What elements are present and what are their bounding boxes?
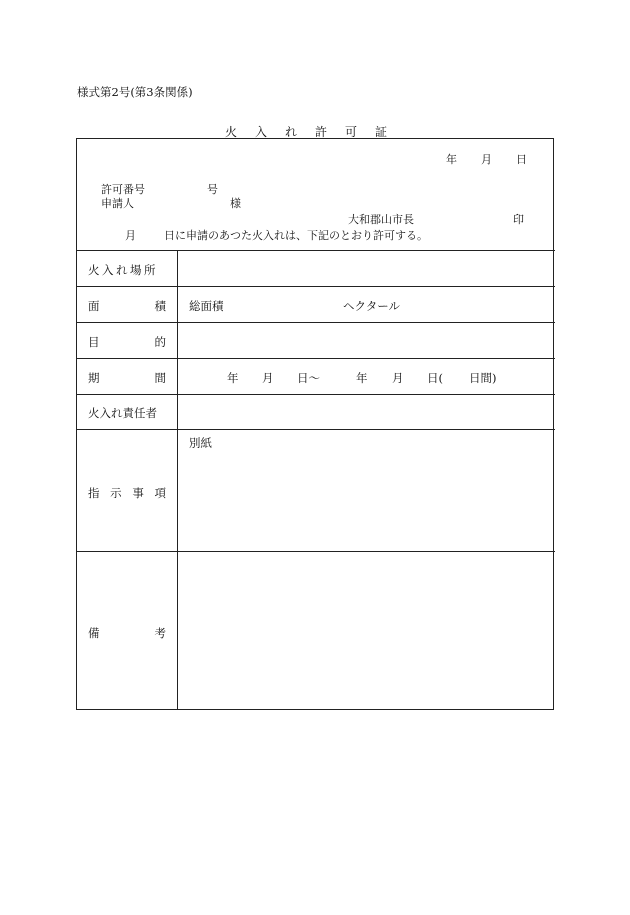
remarks-label-1: 備: [88, 626, 100, 640]
period-days: 日間): [469, 371, 497, 385]
form-number: 様式第2号(第3条関係): [77, 85, 193, 99]
date-month: 月: [481, 153, 492, 166]
area-prefix: 総面積: [189, 299, 224, 313]
applicant-suffix: 様: [230, 197, 241, 210]
row-divider: [76, 551, 555, 552]
instructions-label-4: 項: [154, 486, 166, 500]
row-divider: [76, 394, 555, 395]
location-label-text: 火入れ場所: [88, 263, 158, 277]
row-divider: [76, 322, 555, 323]
period-end-year: 年: [356, 371, 368, 385]
row-divider: [76, 429, 555, 430]
period-label: [88, 370, 166, 386]
location-label: [88, 262, 166, 278]
instructions-label-1: 指: [88, 486, 100, 500]
period-label-2: 間: [154, 371, 166, 385]
purpose-label-1: 目: [88, 335, 100, 349]
row-divider: [76, 286, 555, 287]
form-title: 火入れ許可証: [224, 125, 405, 139]
statement-month: 月: [125, 229, 136, 242]
manager-label: [88, 405, 166, 421]
instructions-label-2: 示: [110, 486, 122, 500]
period-start-month: 月: [262, 371, 274, 385]
manager-label-text: 火入れ責任者: [88, 406, 157, 420]
permit-number-label: 許可番号: [101, 183, 145, 196]
row-divider: [76, 250, 555, 251]
permit-statement: 日に申請のあつた火入れは、下記のとおり許可する。: [164, 229, 428, 242]
period-end-month: 月: [392, 371, 404, 385]
remarks-label: [88, 625, 166, 641]
instructions-value: 別紙: [189, 436, 212, 450]
purpose-label: [88, 334, 166, 350]
date-year: 年: [446, 153, 457, 166]
period-label-1: 期: [88, 371, 100, 385]
applicant-label: 申請人: [101, 197, 134, 210]
row-divider: [76, 358, 555, 359]
permit-number-suffix: 号: [207, 183, 218, 196]
remarks-label-2: 考: [154, 626, 166, 640]
purpose-label-2: 的: [154, 335, 166, 349]
area-label: [88, 298, 166, 314]
column-divider: [177, 250, 178, 710]
period-start-year: 年: [227, 371, 239, 385]
instructions-label-3: 事: [132, 486, 144, 500]
issuer-name: 大和郡山市長: [348, 213, 414, 226]
area-label-1: 面: [88, 299, 100, 313]
area-unit: ヘクタール: [343, 299, 401, 313]
seal-mark: 印: [513, 213, 524, 226]
period-start-day: 日～: [297, 371, 320, 385]
date-day: 日: [516, 153, 527, 166]
period-end-day: 日(: [427, 371, 443, 385]
area-label-2: 積: [154, 299, 166, 313]
instructions-label: [88, 485, 166, 501]
